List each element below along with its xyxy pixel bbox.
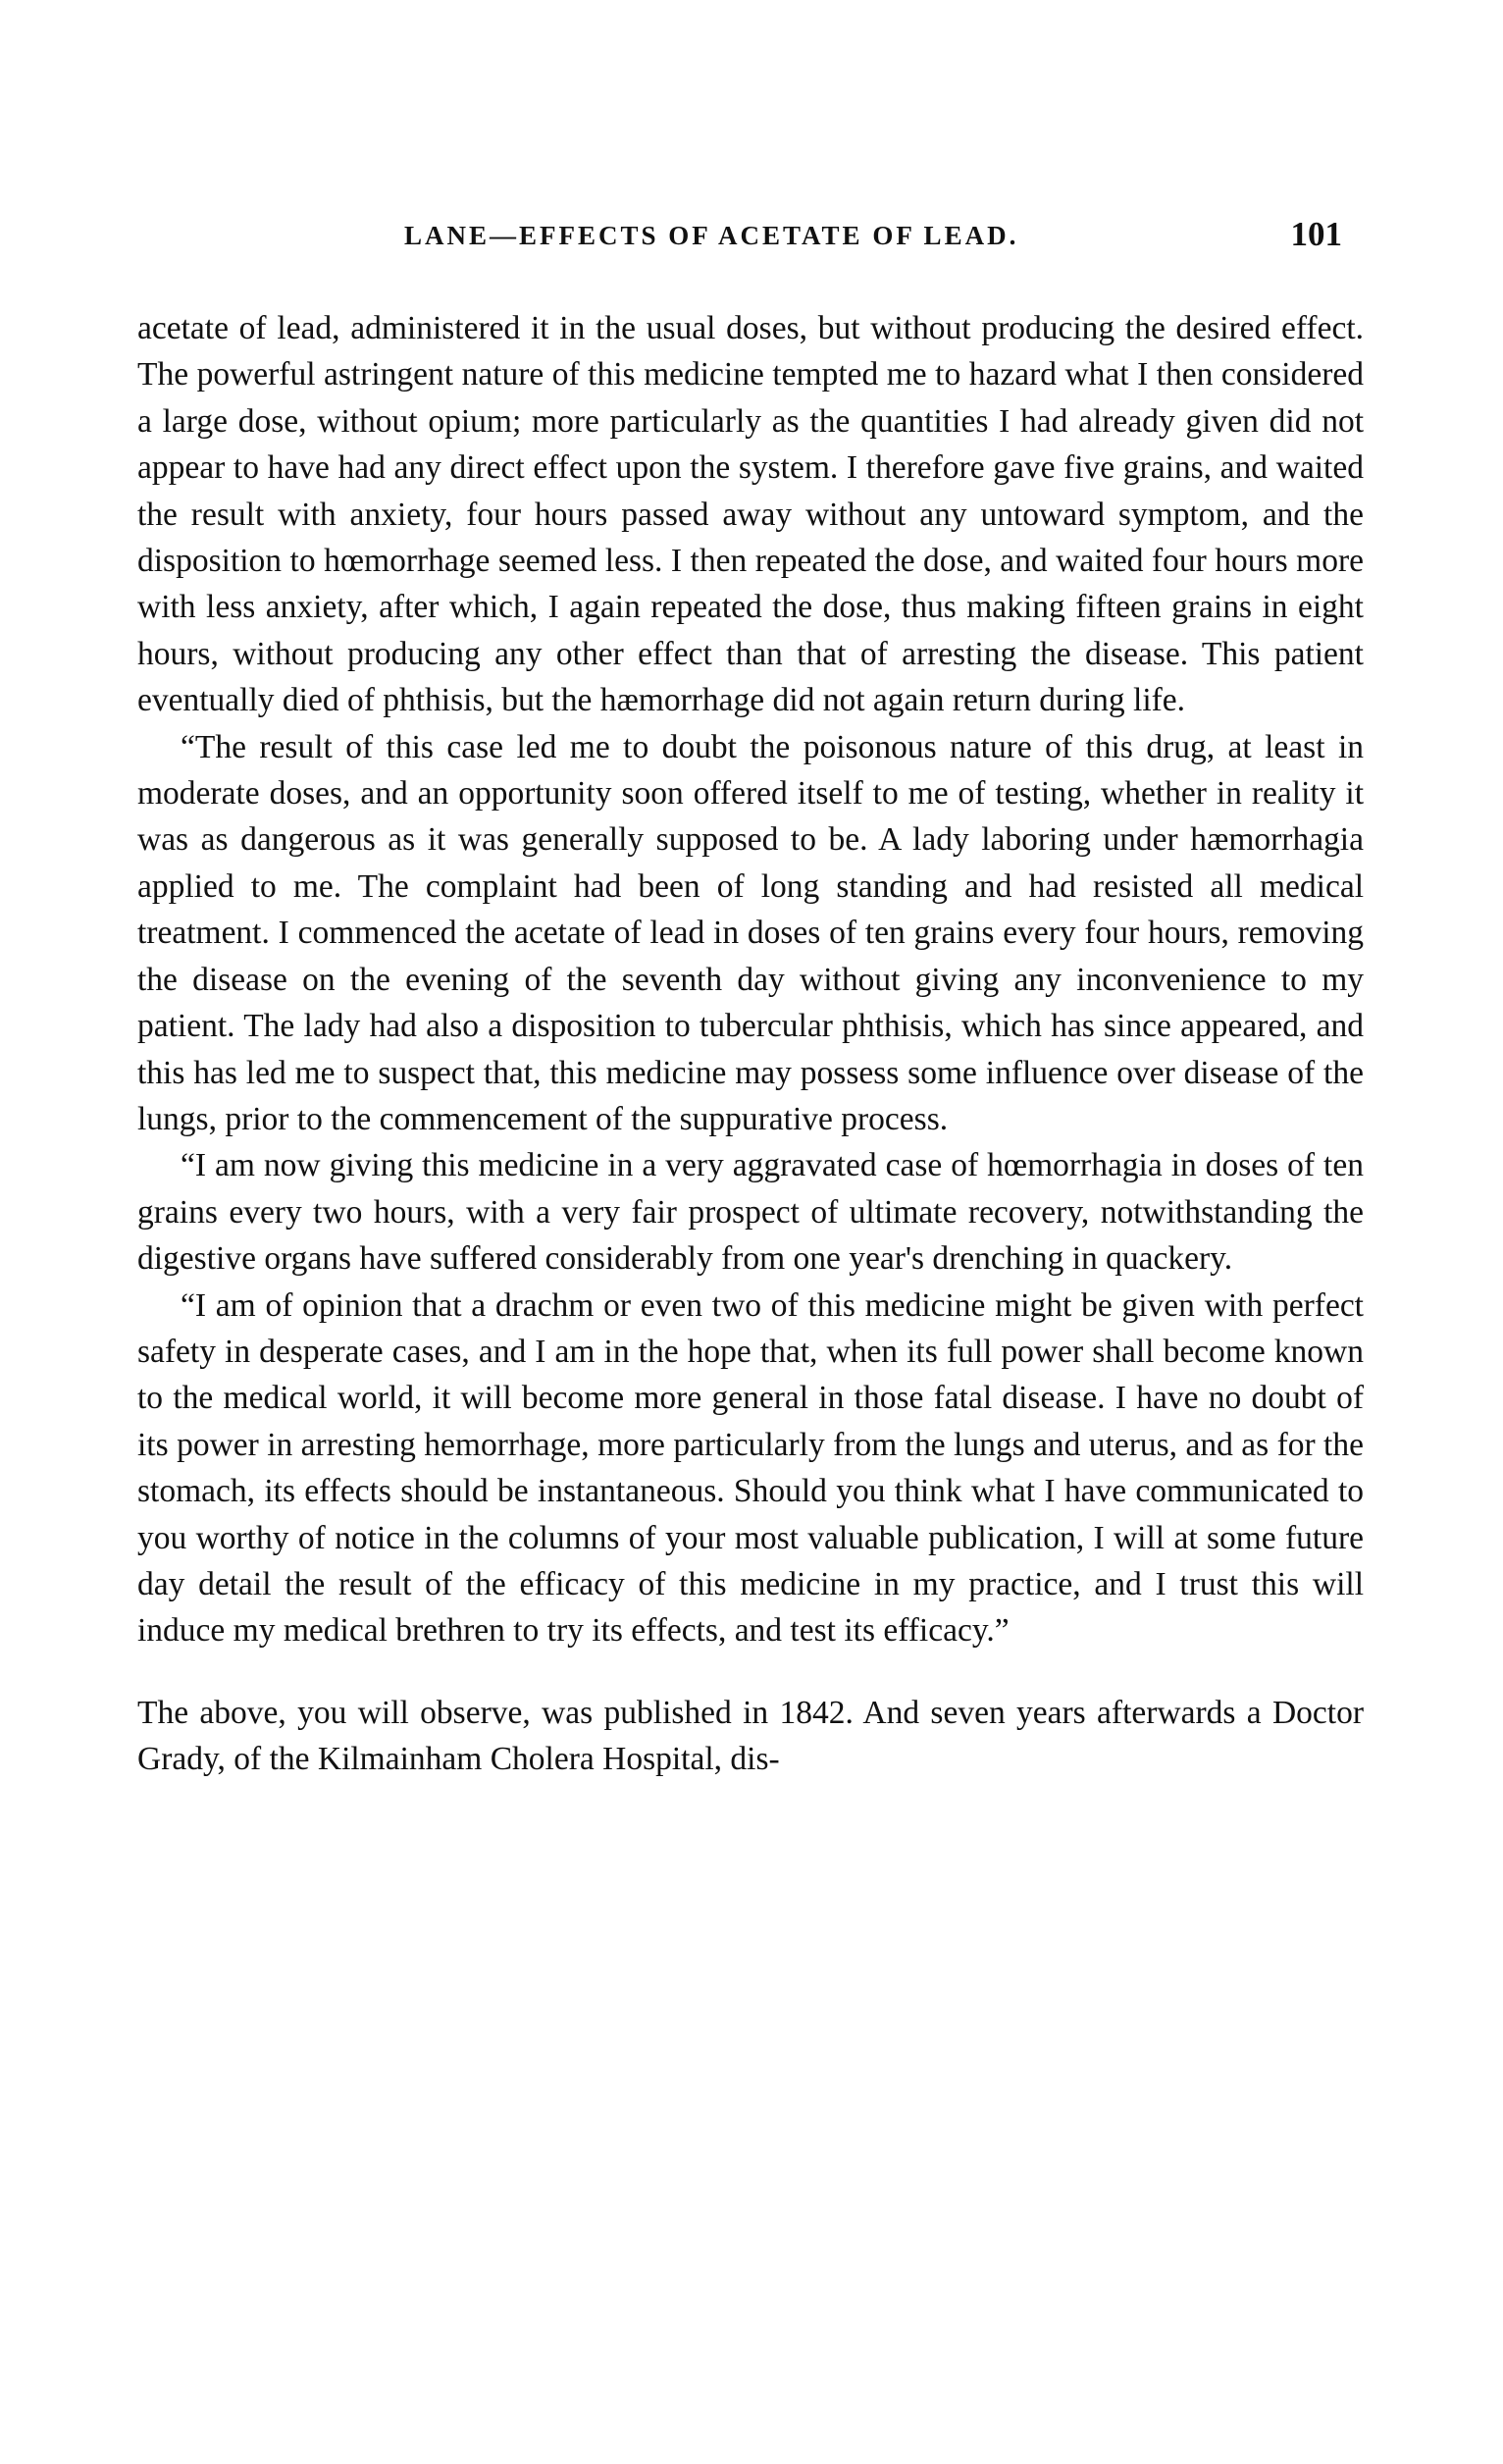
paragraph-quote-1: “The result of this case led me to doubt the poisonous nature of this drug, at least in moderate doses, and an opportunity soon offered itself to me of testing, whether in reality it was as dangerous as it was generally supposed to be. A lady laboring under hæmorrhagia applied to me. The complaint had been of long standing and had resisted all medical treatment. I commenced the acetate of lead in doses of ten grains every four hours, removing the disease on the evening of the seventh day without giving any inconvenience to my patient. The lady had also a disposition to tubercular phthisis, which has since appeared, and this has led me to suspect that, this medicine may possess some influence over disease of the lungs, prior to the commencement of the suppurative process. [137,728,1364,1137]
running-header [137,215,1364,260]
paragraph-continuation: acetate of lead, administered it in the usual doses, but without producing the desired effect. The powerful astringent nature of this medicine tempted me to hazard what I then considered a large dose, without opium; more particularly as the quantities I had already given did not appear to have had any direct effect upon the system. I therefore gave five grains, and waited the result with anxiety, four hours passed away without any untoward symptom, and the disposition to hœmorrhage seemed less. I then repeated the dose, and waited four hours more with less anxiety, after which, I again repeated the dose, thus making fifteen grains in eight hours, without producing any other effect than that of arresting the disease. This patient eventually died of phthisis, but the hæmorrhage did not again return during life. [137,310,1364,719]
page-number: 101 [1290,215,1342,253]
paragraph-closing: The above, you will observe, was published in 1842. And seven years afterwards a Doctor Grady, of the Kilmainham Cholera Hospital, dis- [137,1694,1364,1778]
paragraph-quote-3: “I am of opinion that a drachm or even two of this medicine might be given with perfect safety in desperate cases, and I am in the hope that, when its full power shall become known to the medical world, it will become more general in those fatal disease. I have no doubt of its power in arresting hemorrhage, more particularly from the lungs and uterus, and as for the stomach, its effects should be instantaneous. Should you think what I have communicated to you worthy of notice in the columns of your most valuable publication, I will at some future day detail the result of the efficacy of this medicine in my practice, and I trust this will induce my medical brethren to try its effects, and test its efficacy.” [137,1286,1364,1650]
body-text [137,305,1364,1783]
running-title: LANE—EFFECTS OF ACETATE OF LEAD. [404,221,1019,250]
book-page [137,215,1364,1783]
paragraph-quote-2: “I am now giving this medicine in a very aggravated case of hœmorrhagia in doses of ten grains every two hours, with a very fair prospect of ultimate recovery, notwithstanding the digestive organs have suffered considerably from one year's drenching in quackery. [137,1147,1364,1278]
